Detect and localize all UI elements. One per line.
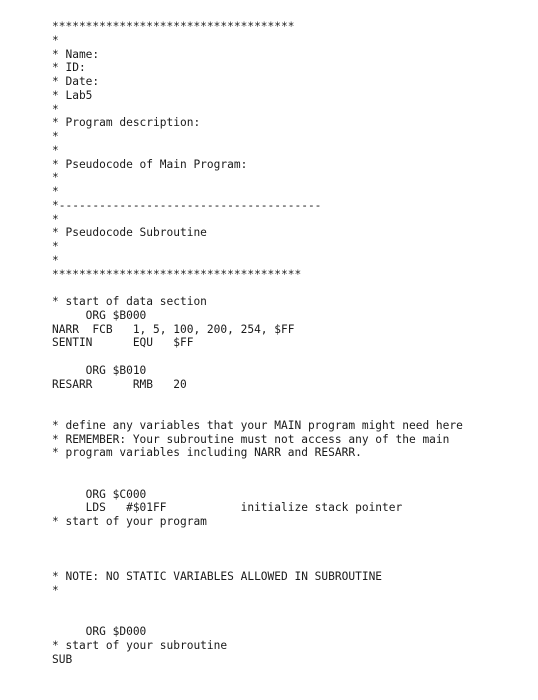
- code-line: * Name:: [52, 47, 100, 61]
- code-line: * start of data section: [52, 295, 207, 308]
- code-line: * Pseudocode Subroutine: [52, 226, 207, 240]
- code-line: LDS #$01FF initialize stack pointer: [52, 501, 403, 515]
- code-line: RESARR RMB 20: [52, 377, 187, 391]
- code-line: * Pseudocode of Main Program:: [52, 157, 248, 171]
- code-line: * define any variables that your MAIN program might need here: [52, 418, 463, 432]
- code-line: *: [52, 240, 59, 253]
- code-line: *: [52, 583, 59, 597]
- code-line: * start of your program: [52, 515, 207, 528]
- code-line: * Lab5: [52, 88, 93, 102]
- code-line: *---------------------------------------: [52, 198, 322, 212]
- code-line: * NOTE: NO STATIC VARIABLES ALLOWED IN SUBROUTINE: [52, 570, 383, 583]
- code-line: * Date:: [52, 75, 100, 88]
- code-line: * REMEMBER: Your subroutine must not access any of the main: [52, 432, 450, 446]
- code-line: *: [52, 253, 59, 267]
- code-line: SUB: [52, 652, 73, 666]
- code-line: *************************************: [52, 267, 302, 281]
- code-line: * program variables including NARR and RESARR.: [52, 446, 362, 460]
- code-line: *: [52, 171, 59, 185]
- code-line: ORG $C000: [52, 487, 147, 501]
- code-line: *: [52, 33, 59, 47]
- code-line: *: [52, 102, 59, 116]
- code-line: ORG $D000: [52, 625, 147, 638]
- code-line: SENTIN EQU $FF: [52, 336, 194, 350]
- code-line: *: [52, 130, 59, 143]
- code-line: *: [52, 143, 59, 157]
- code-line: ORG $B000: [52, 308, 147, 322]
- code-line: * Program description:: [52, 116, 201, 130]
- code-line: * ID:: [52, 61, 86, 75]
- code-line: ORG $B010: [52, 363, 147, 377]
- code-line: * start of your subroutine: [52, 638, 228, 652]
- code-line: NARR FCB 1, 5, 100, 200, 254, $FF: [52, 322, 295, 336]
- code-line: *: [52, 185, 59, 198]
- code-line: *: [52, 212, 59, 226]
- code-line: ************************************: [52, 20, 295, 33]
